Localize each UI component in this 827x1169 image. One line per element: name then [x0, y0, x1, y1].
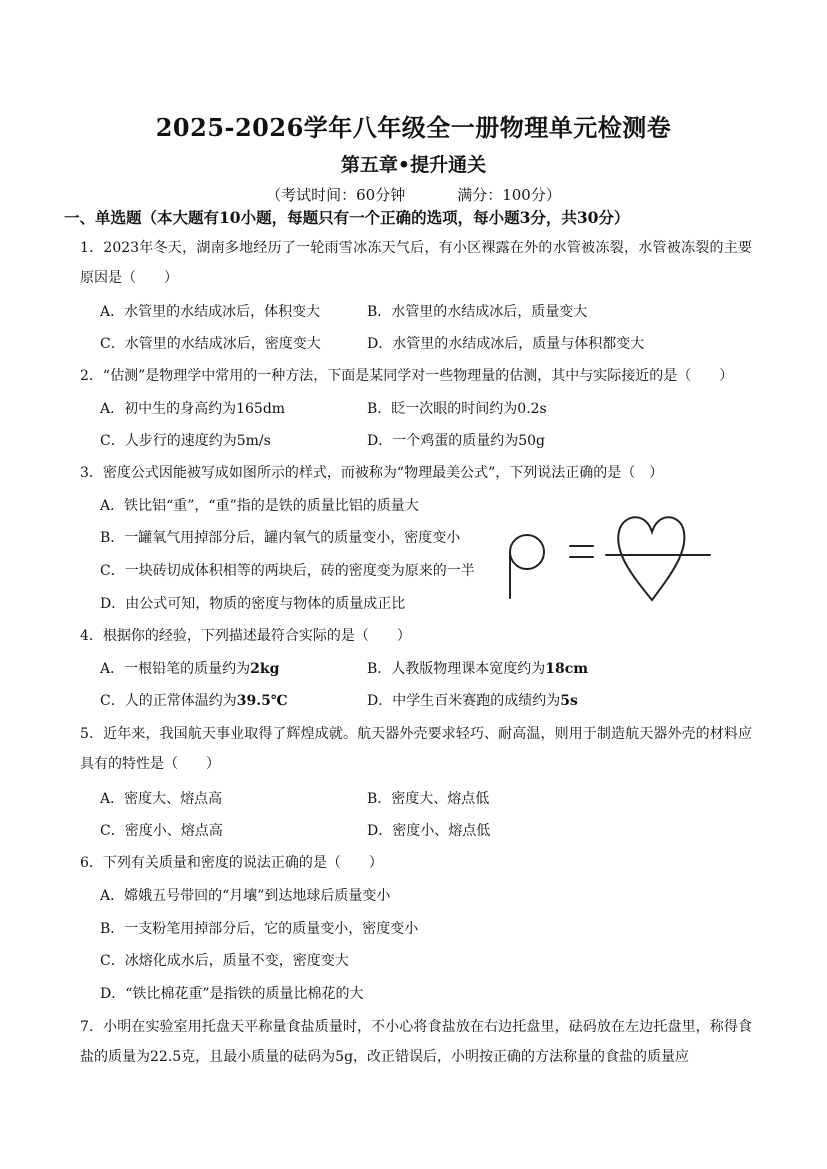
question-4-option-a-value: 2kg	[250, 661, 280, 677]
question-4-option-b	[367, 659, 588, 679]
question-3-option-b: B．一罐氧气用掉部分后，罐内氧气的质量变小，密度变小	[100, 530, 461, 546]
question-7-stem: 7．小明在实验室用托盘天平称量食盐质量时，不小心将食盐放在右边托盘里，砝码放在左边托盘里，称得食盐的质量为22.5克，且最小质量的砝码为5g，改正错误后，小明按正确的方法称量的食盐的质量应	[80, 1019, 752, 1065]
question-4-option-d-value: 5s	[560, 693, 578, 709]
exam-title: 2025-2026学年八年级全一册物理单元检测卷	[155, 113, 672, 142]
density-formula-figure	[500, 508, 720, 608]
question-5-option-a: A．密度大、熔点高	[100, 791, 223, 807]
rho-symbol	[510, 535, 544, 569]
question-2-stem: 2．“估测”是物理学中常用的一种方法，下面是某同学对一些物理量的估测，其中与实际接近的是（ ）	[80, 368, 734, 384]
section-title: 一、单选题（本大题有10小题，每题只有一个正确的选项，每小题3分，共30分）	[64, 208, 630, 227]
question-4-stem: 4．根据你的经验，下列描述最符合实际的是（ ）	[80, 628, 411, 644]
exam-meta	[0, 184, 827, 205]
exam-time: （考试时间：60分钟	[266, 186, 406, 204]
question-6-option-a: A．嫦娥五号带回的“月壤”到达地球后质量变小	[100, 888, 391, 904]
question-2-option-b: B．眨一次眼的时间约为0.2s	[367, 401, 547, 417]
question-2-option-c: C．人步行的速度约为5m/s	[100, 433, 271, 449]
question-6-option-d: D．“铁比棉花重”是指铁的质量比棉花的大	[100, 986, 364, 1002]
question-3-option-c: C．一块砖切成体积相等的两块后，砖的密度变为原来的一半	[100, 563, 475, 579]
question-3-option-a: A．铁比铝“重”，“重”指的是铁的质量比铝的质量大	[100, 498, 419, 514]
question-3-option-d: D．由公式可知，物质的密度与物体的质量成正比	[100, 596, 406, 612]
question-3-stem: 3．密度公式因能被写成如图所示的样式，而被称为“物理最美公式”，下列说法正确的是（ ）	[80, 465, 664, 481]
question-2-option-a: A．初中生的身高约为165dm	[100, 401, 286, 417]
question-4-option-d	[367, 691, 578, 711]
question-1-option-d: D．水管里的水结成冰后，质量与体积都变大	[367, 336, 645, 352]
question-5-option-d: D．密度小、熔点低	[367, 823, 491, 839]
question-1-stem: 1．2023年冬天，湖南多地经历了一轮雨雪冰冻天气后，有小区裸露在外的水管被冻裂，水管被冻裂的主要原因是（ ）	[80, 240, 752, 286]
question-5-option-c: C．密度小、熔点高	[100, 823, 223, 839]
question-4-option-a-text: A．一根铅笔的质量约为	[100, 661, 251, 677]
question-2-option-d: D．一个鸡蛋的质量约为50g	[367, 433, 546, 449]
question-6-option-b: B．一支粉笔用掉部分后，它的质量变小，密度变小	[100, 921, 419, 937]
question-4-option-a	[100, 659, 279, 679]
question-1-option-b: B．水管里的水结成冰后，质量变大	[367, 304, 588, 320]
question-4-option-c-value: 39.5℃	[236, 693, 288, 709]
question-4-option-c-text: C．人的正常体温约为	[100, 693, 237, 709]
question-4-option-d-text: D．中学生百米赛跑的成绩约为	[367, 693, 561, 709]
question-6-stem: 6．下列有关质量和密度的说法正确的是（ ）	[80, 855, 383, 871]
question-6-option-c: C．冰熔化成水后，质量不变，密度变大	[100, 953, 349, 969]
question-4-option-b-text: B．人教版物理课本宽度约为	[367, 661, 546, 677]
question-5-stem: 5．近年来，我国航天事业取得了辉煌成就。航天器外壳要求轻巧、耐高温，则用于制造航天器外壳的材料应具有的特性是（ ）	[80, 726, 752, 772]
question-5-option-b: B．密度大、熔点低	[367, 791, 490, 807]
chapter-subtitle: 第五章•提升通关	[340, 154, 487, 176]
heart-symbol	[618, 517, 684, 600]
question-4-option-c	[100, 691, 288, 711]
question-1-option-a: A．水管里的水结成冰后，体积变大	[100, 304, 321, 320]
question-1-option-c: C．水管里的水结成冰后，密度变大	[100, 336, 321, 352]
exam-score: 满分：100分）	[457, 186, 561, 204]
question-4-option-b-value: 18cm	[545, 661, 589, 677]
